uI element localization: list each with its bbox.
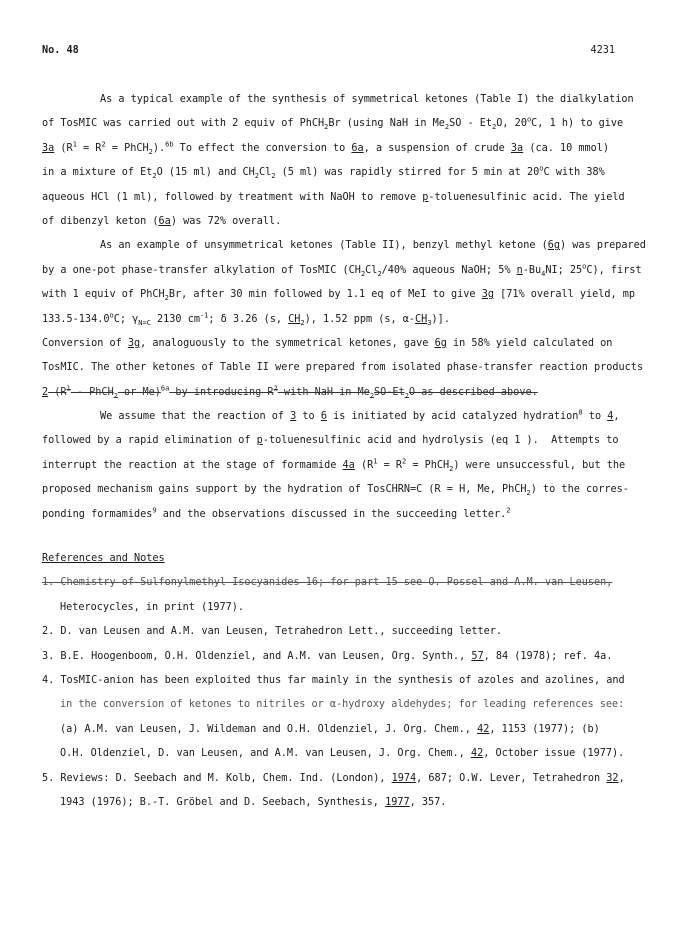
paragraph-2-line-5: Conversion of 3g, analoguously to the symmetrical ketones, gave 6g in 58% yield calculated on xyxy=(42,337,613,349)
references-section xyxy=(42,547,652,815)
reference-4-line-2: in the conversion of ketones to nitriles or α-hydroxy aldehydes; for leading references see: xyxy=(60,699,625,711)
paragraph-3-line-4: proposed mechanism gains support by the hydration of TosCHRN=C (R = H, Me, PhCH$_2$) to the corres- xyxy=(42,484,629,498)
reference-4-line-4: O.H. Oldenziel, D. van Leusen, and A.M. van Leusen, J. Org. Chem., 42, October issue (1977). xyxy=(60,748,625,760)
paragraph-2-line-7: 2 ($R^1$ - PhCH$_2$ or Me)$^{6a}$ by introducing $R^2$ with NaH in $Me_2SO-Et_2O$ as described above. xyxy=(42,384,538,400)
issue-number: No. 48 xyxy=(42,45,79,56)
paragraph-1-line-3: 3a ($R^1 = R^2$ = PhCH$_2$).$^{6b}$ To effect the conversion to 6a, a suspension of crude 3a (ca. 10 mmol) xyxy=(42,140,610,156)
paragraph-2-line-1: As an example of unsymmetrical ketones (Table II), benzyl methyl ketone (6g) was prepared xyxy=(100,240,646,252)
paragraph-3-line-2: followed by a rapid elimination of p-toluenesulfinic acid and hydrolysis (eq 1 ). Attempts to xyxy=(42,435,619,447)
reference-2: 2. D. van Leusen and A.M. van Leusen, Tetrahedron Lett., succeeding letter. xyxy=(42,626,503,638)
paragraph-3-line-3: interrupt the reaction at the stage of formamide 4a ($R^1 = R^2$ = PhCH$_2$) were unsuccessful, but the xyxy=(42,457,626,473)
article-body xyxy=(42,88,646,527)
paragraph-1-line-5: aqueous HCl (1 ml), followed by treatment with NaOH to remove p-toluenesulfinic acid. The yield xyxy=(42,191,625,203)
paragraph-2-line-6: TosMIC. The other ketones of Table II were prepared from isolated phase-transfer reaction products xyxy=(42,362,644,374)
reference-3: 3. B.E. Hoogenboom, O.H. Oldenziel, and A.M. van Leusen, Org. Synth., 57, 84 (1978); ref. 4a. xyxy=(42,650,613,662)
reference-1-continued: Heterocycles, in print (1977). xyxy=(60,601,245,613)
paragraph-2-line-3: with 1 equiv of PhCH$_2$Br, after 30 min followed by 1.1 eq of MeI to give 3g [71% overall yield, mp xyxy=(42,289,636,303)
paragraph-2-line-2: by a one-pot phase-transfer alkylation of TosMIC ($CH_2Cl_2/40\%$ aqueous NaOH; 5% $n-Bu_4NI$; 25$^o$C), first xyxy=(42,262,642,278)
page-number: 4231 xyxy=(590,45,615,56)
paragraph-1-line-4: in a mixture of $Et_2O$ (15 ml) and $CH_2Cl_2$ (5 ml) was rapidly stirred for 5 min at 20$^o$C with 38% xyxy=(42,164,605,181)
reference-4-line-3: (a) A.M. van Leusen, J. Wildeman and O.H. Oldenziel, J. Org. Chem., 42, 1153 (1977); (b) xyxy=(60,723,600,735)
reference-4: 4. TosMIC-anion has been exploited thus far mainly in the synthesis of azoles and azolines, and xyxy=(42,674,625,686)
paragraph-1-line-1: As a typical example of the synthesis of symmetrical ketones (Table I) the dialkylation xyxy=(100,94,634,105)
paragraph-3-line-5: ponding formamides$^9$ and the observations discussed in the succeeding letter.$^2$ xyxy=(42,506,511,520)
reference-5-line-2: 1943 (1976); B.-T. Gröbel and D. Seebach, Synthesis, 1977, 357. xyxy=(60,796,447,808)
references-heading: References and Notes xyxy=(42,553,165,564)
reference-5: 5. Reviews: D. Seebach and M. Kolb, Chem. Ind. (London), 1974, 687; O.W. Lever, Tetrahedron 32, xyxy=(42,772,625,784)
paragraph-2-line-4: 133.5-134.0$^o$C; $\gamma_{N=C}$ 2130 $cm^{-1}$; δ 3.26 (s, $CH_2$), 1.52 ppm (s, $\alpha-CH_3$)]. xyxy=(42,311,450,327)
paragraph-1-line-6: of dibenzyl keton (6a) was 72% overall. xyxy=(42,215,282,227)
reference-1: 1. Chemistry of Sulfonylmethyl Isocyanides 16; for part 15 see O. Possel and A.M. van Leusen, xyxy=(42,577,613,589)
paragraph-1-line-2: of TosMIC was carried out with 2 equiv of PhCH$_2$Br (using NaH in $Me_2SO - Et_2O$, 20$^o$C, 1 h) to give xyxy=(42,116,624,132)
paragraph-3-line-1: We assume that the reaction of 3 to 6 is initiated by acid catalyzed hydration$^8$ to 4, xyxy=(100,408,620,423)
